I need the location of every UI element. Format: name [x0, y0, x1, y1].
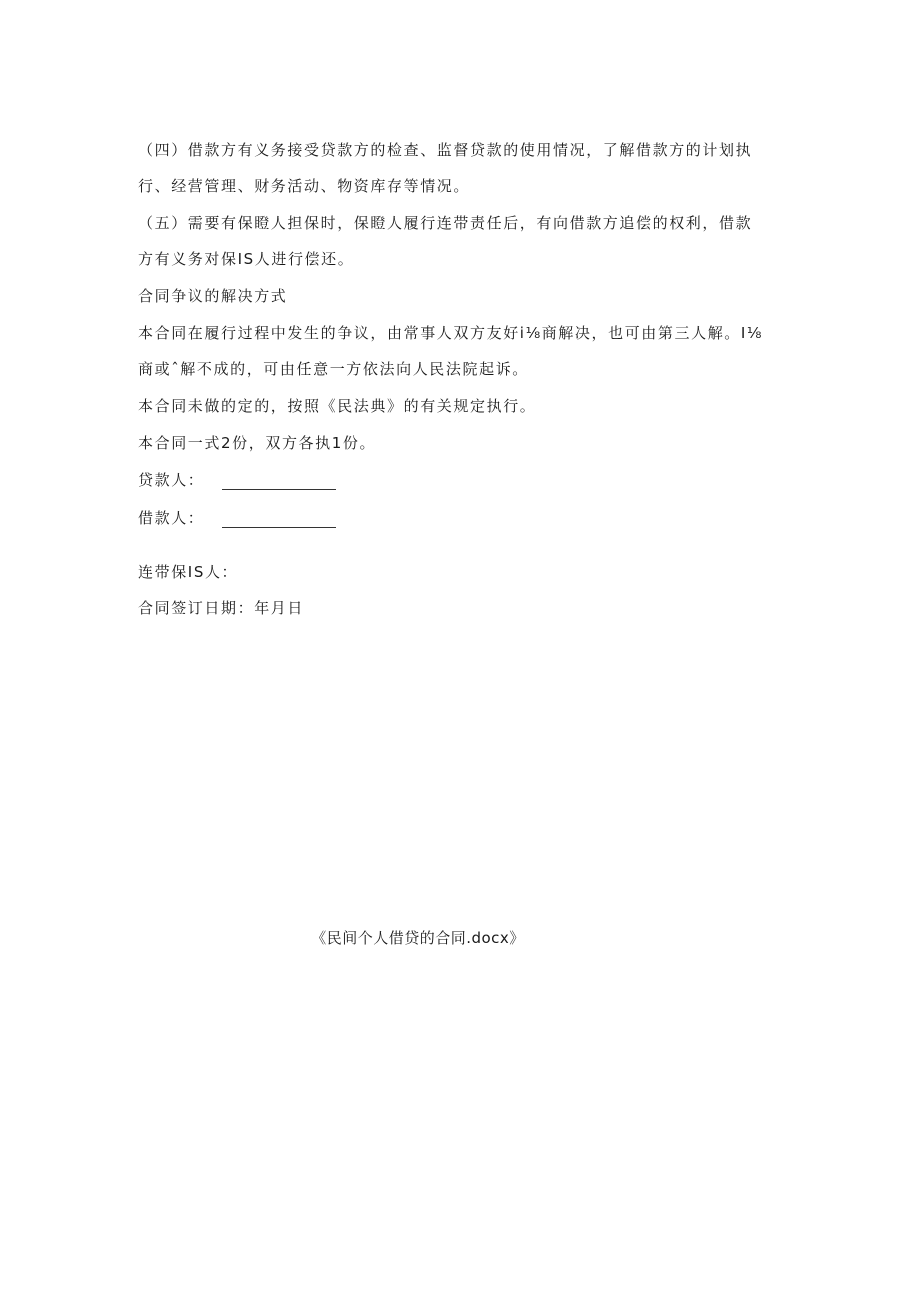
paragraph-line: 商或ˆ解不成的，可由任意一方依法向人民法院起诉。 — [138, 360, 529, 378]
paragraph-line: 本合同在履行过程中发生的争议，由常事人双方友好i⅛商解决，也可由第三人解。I⅛ — [138, 324, 764, 342]
paragraph-line: 本合同未做的定的，按照《民法典》的有关规定执行。 — [138, 397, 537, 415]
footer-title: 《民间个人借贷的合同.docx》 — [311, 929, 525, 947]
guarantor-label: 连带保IS人： — [138, 563, 239, 581]
footer-title-row — [0, 928, 920, 948]
lender-signature-line — [222, 475, 336, 490]
section-heading: 合同争议的解决方式 — [138, 287, 288, 305]
paragraph-line: （五）需要有保瞪人担保时，保瞪人履行连带责任后，有向借款方追偿的权利，借款 — [138, 214, 753, 232]
borrower-signature-line — [222, 513, 336, 528]
paragraph-line: 方有义务对保IS人进行偿还。 — [138, 250, 355, 268]
sign-date: 合同签订日期：年月日 — [138, 599, 305, 617]
lender-label: 贷款人： — [138, 471, 205, 489]
lender-signature-row — [138, 470, 336, 490]
paragraph-line: 行、经营管理、财务活动、物资库存等情况。 — [138, 177, 471, 195]
borrower-label: 借款人： — [138, 509, 205, 527]
borrower-signature-row — [138, 508, 336, 528]
paragraph-line: （四）借款方有义务接受贷款方的检查、监督贷款的使用情况，了解借款方的计划执 — [138, 141, 753, 159]
paragraph-line: 本合同一式2份，双方各执1份。 — [138, 434, 377, 452]
